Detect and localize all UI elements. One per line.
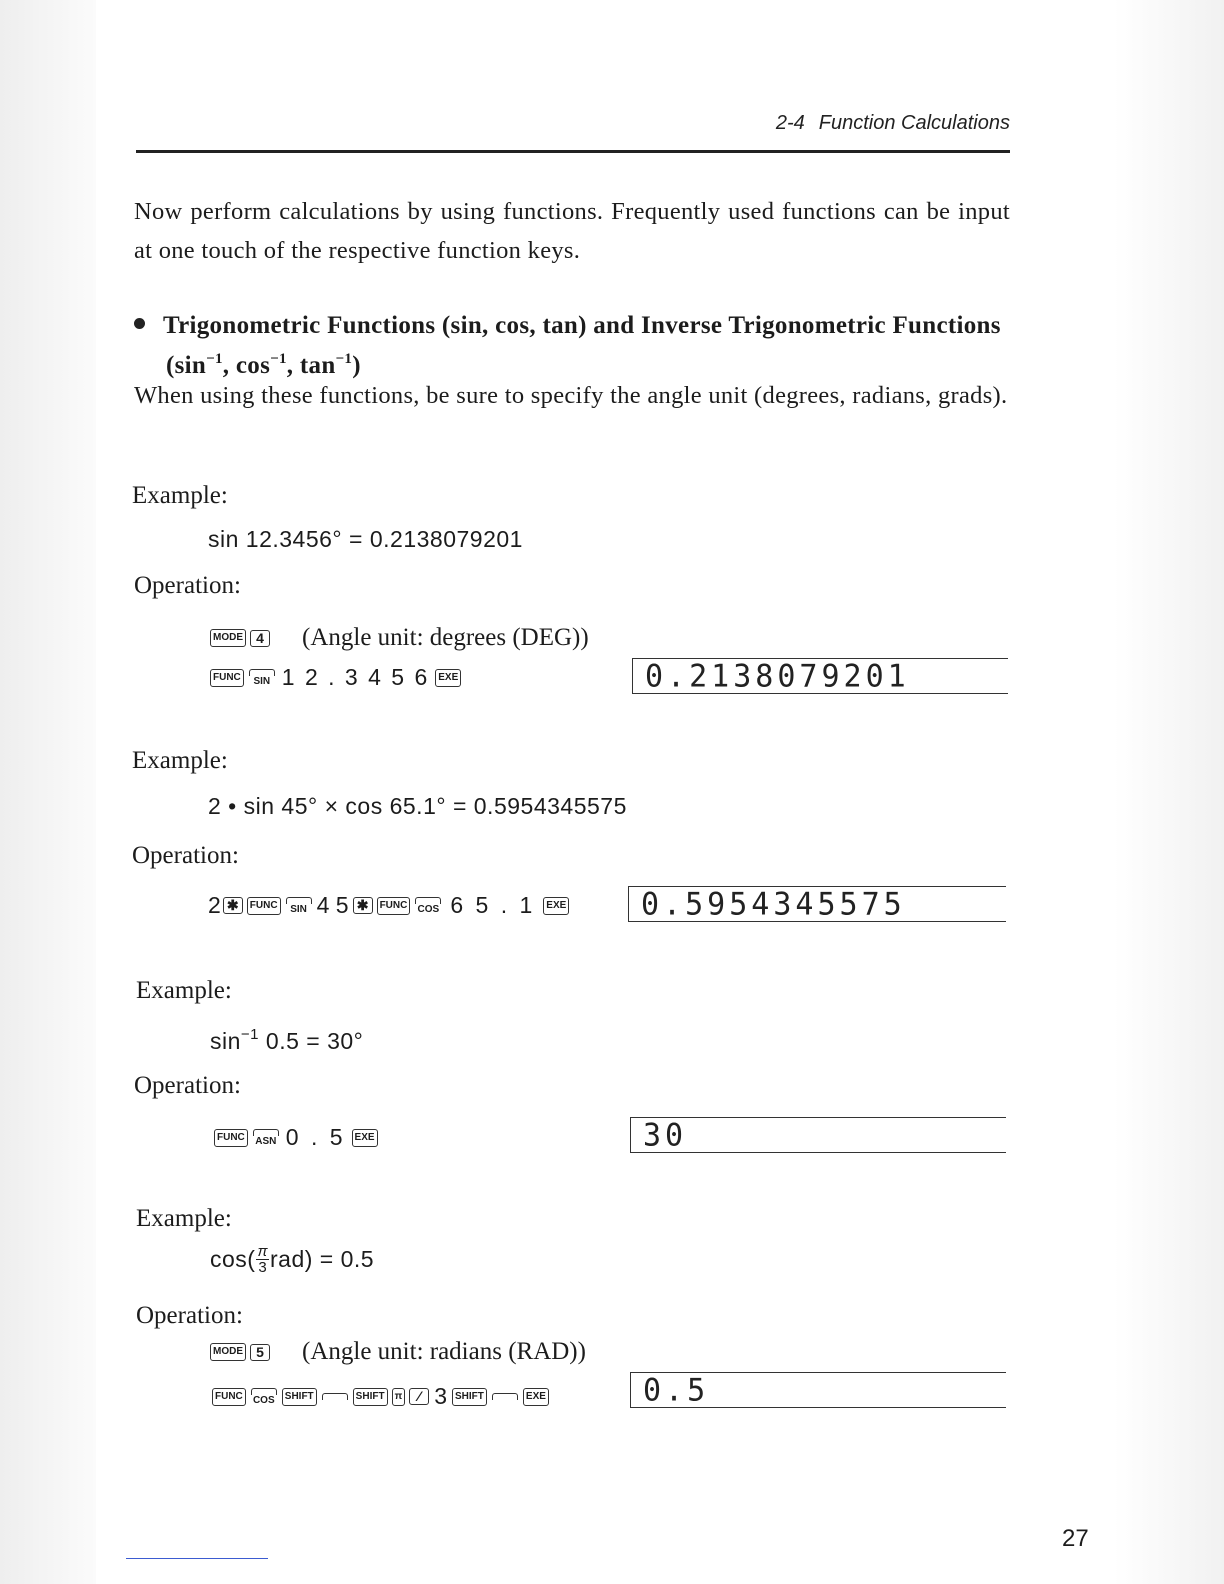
subsection-title: Trigonometric Functions (sin, cos, tan) and Inverse Trigonometric Functions <box>163 312 1001 339</box>
op-digits: 4 5 <box>316 892 349 918</box>
multiply-key: ✱ <box>353 897 373 914</box>
formula-rest: 0.5 = 30° <box>265 1028 364 1054</box>
lcd-readout: 30 <box>643 1117 688 1154</box>
inverse-sin: sin <box>174 352 207 379</box>
footer-line <box>126 1558 268 1559</box>
operation-label: Operation: <box>136 1302 243 1329</box>
sup: −1 <box>335 351 353 367</box>
pi-over-3-fraction: $\frac{\pi}{3}$ <box>257 1243 269 1276</box>
running-header <box>740 112 1010 135</box>
shift-key: SHIFT <box>282 1388 317 1406</box>
lcd-readout: 0.5 <box>643 1372 710 1409</box>
scan-edge-left <box>0 0 96 1584</box>
example-3-key-sequence <box>212 1124 380 1151</box>
example-label: Example: <box>136 977 232 1004</box>
header-section: 2-4 <box>775 112 805 134</box>
example-1-mode-line <box>208 624 589 652</box>
lcd-readout: 0.5954345575 <box>641 886 906 923</box>
func-key: FUNC <box>210 669 244 687</box>
mode-note: (Angle unit: radians (RAD)) <box>302 1338 586 1365</box>
paren-close-key <box>492 1393 518 1400</box>
func-key: FUNC <box>214 1129 248 1147</box>
shift-key: SHIFT <box>353 1388 388 1406</box>
mode-note: (Angle unit: degrees (DEG)) <box>302 624 589 651</box>
op-digits: 1 2 . 3 4 5 6 <box>281 664 430 690</box>
example-4-formula <box>210 1244 374 1275</box>
func-key: FUNC <box>212 1388 246 1406</box>
op-digits: 0 . 5 <box>285 1124 346 1150</box>
mode-key: MODE <box>210 1343 246 1361</box>
formula-pre: cos( <box>210 1246 256 1272</box>
asn-key: ASN <box>253 1129 279 1146</box>
divide-key: ⁄ <box>409 1388 429 1405</box>
lcd-display <box>630 1117 1006 1153</box>
example-2-key-sequence <box>208 892 571 919</box>
exe-key: EXE <box>435 669 461 687</box>
operation-label: Operation: <box>134 1072 241 1099</box>
sup: −1 <box>270 351 287 367</box>
mode-key: MODE <box>210 629 246 647</box>
inverse-cos: cos <box>235 352 271 379</box>
example-1-key-sequence <box>208 664 463 691</box>
op-digit: 2 <box>208 892 221 918</box>
pi-key: π <box>392 1388 406 1406</box>
func-key: FUNC <box>247 897 281 915</box>
lcd-readout: 0.2138079201 <box>645 658 910 695</box>
sup: −1 <box>206 351 223 367</box>
example-label: Example: <box>132 747 228 774</box>
example-4-key-sequence <box>210 1383 551 1410</box>
inverse-tan: tan <box>299 352 336 379</box>
example-2-formula: 2 • sin 45° × cos 65.1° = 0.5954345575 <box>208 793 627 819</box>
func-key: FUNC <box>377 897 411 915</box>
shift-key: SHIFT <box>452 1388 487 1406</box>
lcd-display <box>632 658 1008 694</box>
multiply-key: ✱ <box>223 897 243 914</box>
exe-key: EXE <box>523 1388 549 1406</box>
header-title: Function Calculations <box>818 112 1010 134</box>
sin-key: SIN <box>249 669 275 686</box>
cos-key: COS <box>251 1388 277 1405</box>
operation-label: Operation: <box>134 572 241 599</box>
digit-key: 5 <box>250 1344 270 1361</box>
op-digits: 6 5 . 1 <box>450 892 536 918</box>
digit-key: 4 <box>250 630 270 647</box>
intro-paragraph: Now perform calculations by using functions. Frequently used functions can be input at one touch of the respective function keys. <box>134 198 1010 264</box>
lcd-display <box>630 1372 1006 1408</box>
op-digit: 3 <box>434 1383 448 1409</box>
example-4-mode-line <box>208 1338 586 1366</box>
page-number: 27 <box>1062 1525 1089 1552</box>
operation-label: Operation: <box>132 842 239 869</box>
cos-key: COS <box>415 897 441 914</box>
formula-post: rad) = 0.5 <box>270 1246 375 1272</box>
formula-fn: sin <box>210 1028 241 1054</box>
example-label: Example: <box>132 482 228 509</box>
header-rule <box>136 150 1010 153</box>
angle-unit-note: When using these functions, be sure to specify the angle unit (degrees, radians, grads). <box>134 382 1008 409</box>
sup: −1 <box>240 1026 260 1043</box>
sin-key: SIN <box>286 897 312 914</box>
lcd-display <box>628 886 1006 922</box>
subsection-inverse-list: ($\sin^{-1}$, $\cos^{-1}$, $\tan^{-1}$) <box>166 351 361 379</box>
exe-key: EXE <box>543 897 569 915</box>
exe-key: EXE <box>352 1129 378 1147</box>
bullet-icon <box>134 318 145 329</box>
example-label: Example: <box>136 1205 232 1232</box>
scan-edge-right <box>1114 0 1224 1584</box>
paren-key <box>322 1393 348 1400</box>
example-3-formula <box>210 1026 363 1055</box>
example-1-formula: sin 12.3456° = 0.2138079201 <box>208 526 523 552</box>
